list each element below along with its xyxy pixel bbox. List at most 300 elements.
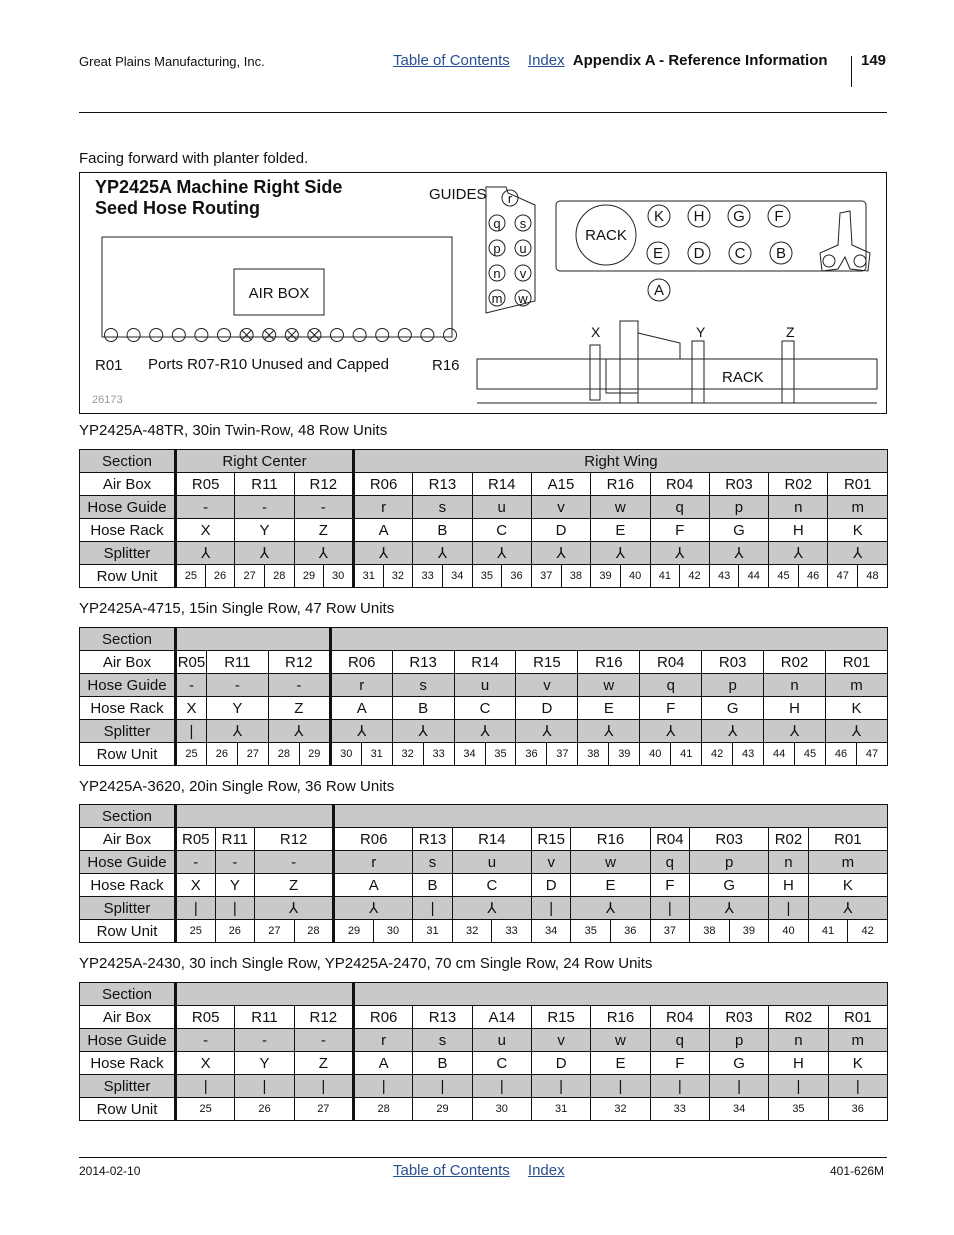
table-cell: 26 [205, 565, 235, 588]
xyz-labels [591, 324, 795, 340]
table-cell: R16 [591, 473, 650, 496]
guide-holes [489, 190, 531, 306]
table-cell: Z [294, 519, 353, 542]
table-cell: 37 [547, 743, 578, 766]
table-cell: G [709, 1052, 768, 1075]
section-cell [334, 805, 888, 828]
table-cell: R04 [650, 473, 709, 496]
table-cell: R04 [640, 651, 702, 674]
table-cell: ⅄ [591, 542, 650, 565]
table-cell: n [764, 674, 826, 697]
table-cell: Z [294, 1052, 353, 1075]
table-cell: 41 [671, 743, 702, 766]
table-cell: ⅄ [709, 542, 768, 565]
table-cell: F [640, 697, 702, 720]
routing-table [79, 627, 888, 766]
row-label: Splitter [80, 897, 176, 920]
table-cell: s [413, 496, 472, 519]
table-cell: G [709, 519, 768, 542]
table-cell: A [330, 697, 392, 720]
table-cell: K [826, 697, 888, 720]
table-cell: 30 [330, 743, 361, 766]
airbox-port [376, 329, 389, 342]
airbox-port [353, 329, 366, 342]
rack-letter: F [774, 208, 784, 225]
table-cell: 38 [561, 565, 591, 588]
table-cell: E [578, 697, 640, 720]
guide-letter: m [491, 291, 503, 306]
table-cell: m [828, 1029, 887, 1052]
table-cell: B [413, 519, 472, 542]
table-cell: K [828, 1052, 887, 1075]
table-cell: R12 [268, 651, 330, 674]
row-label: Row Unit [80, 565, 176, 588]
table-cell: R01 [826, 651, 888, 674]
table-cell: 33 [492, 920, 532, 943]
table-cell: ⅄ [454, 720, 516, 743]
table-cell: 31 [353, 565, 383, 588]
table-cell: | [531, 897, 571, 920]
table-cell: R16 [591, 1006, 650, 1029]
table-cell: | [294, 1075, 353, 1098]
table-cell: - [176, 851, 216, 874]
table-cell: 46 [826, 743, 857, 766]
section-cell [176, 628, 331, 651]
table-cell: 43 [709, 565, 739, 588]
table-cell: R15 [516, 651, 578, 674]
section-title: Appendix A - Reference Information [572, 52, 828, 69]
table-cell: 36 [611, 920, 651, 943]
table-cell: - [255, 851, 334, 874]
rack-letter: K [653, 208, 665, 225]
rack-letter: E [652, 245, 664, 262]
toc-link[interactable]: Table of Contents [393, 52, 510, 69]
table-cell: q [650, 851, 690, 874]
row-label: Hose Guide [80, 674, 176, 697]
table-cell: 48 [858, 565, 888, 588]
table-cell: s [413, 851, 453, 874]
table-row [80, 519, 888, 542]
table-row [80, 565, 888, 588]
table-cell: ⅄ [640, 720, 702, 743]
table-caption: YP2425A-2430, 30 inch Single Row, YP2425A-2470, 70 cm Single Row, 24 Row Units [79, 955, 653, 972]
table-cell: 47 [828, 565, 858, 588]
table-cell: - [294, 496, 353, 519]
table-cell: E [571, 874, 650, 897]
table-cell: | [413, 1075, 472, 1098]
table-cell: 29 [413, 1098, 472, 1121]
table-cell: R15 [531, 828, 571, 851]
table-cell: 44 [764, 743, 795, 766]
table-cell: R15 [531, 1006, 590, 1029]
rack-letter: A [653, 282, 665, 299]
table-cell: ⅄ [826, 720, 888, 743]
table-cell: 33 [650, 1098, 709, 1121]
table-cell: p [709, 1029, 768, 1052]
table-cell: K [828, 519, 888, 542]
rack-letter: H [693, 208, 705, 225]
table-cell: 28 [268, 743, 299, 766]
table-cell: H [769, 874, 809, 897]
table-row [80, 897, 888, 920]
airbox-port [105, 329, 118, 342]
table-cell: 32 [591, 1098, 650, 1121]
row-label: Air Box [80, 473, 176, 496]
guides-label: GUIDES [429, 186, 487, 203]
rack-letter: B [775, 245, 787, 262]
table-cell: R13 [413, 1006, 472, 1029]
table-cell: R02 [769, 473, 828, 496]
table-cell: 38 [578, 743, 609, 766]
rack-letters [647, 205, 792, 301]
table-cell: ⅄ [255, 897, 334, 920]
table-cell: F [650, 1052, 709, 1075]
guide-letter: p [493, 241, 501, 256]
table-cell: 32 [392, 743, 423, 766]
table-cell: 27 [237, 743, 268, 766]
table-cell: 28 [294, 920, 334, 943]
table-cell: r [353, 1029, 412, 1052]
table-cell: B [413, 1052, 472, 1075]
table-cell: - [206, 674, 268, 697]
table-cell: X [176, 697, 207, 720]
table-cell: R11 [235, 1006, 294, 1029]
table-cell: | [709, 1075, 768, 1098]
table-cell: Y [215, 874, 255, 897]
table-cell: s [413, 1029, 472, 1052]
table-row [80, 697, 888, 720]
table-cell: - [176, 674, 207, 697]
table-cell: H [769, 1052, 828, 1075]
row-label: Row Unit [80, 743, 176, 766]
row-label: Hose Rack [80, 874, 176, 897]
table-cell: B [392, 697, 454, 720]
table-cell: R11 [235, 473, 294, 496]
table-cell: | [413, 897, 453, 920]
table-cell: 42 [680, 565, 710, 588]
section-cell: Right Center [176, 450, 354, 473]
table-row [80, 720, 888, 743]
footer-date: 2014-02-10 [79, 1164, 141, 1178]
table-cell: u [472, 1029, 531, 1052]
table-cell: 25 [176, 920, 216, 943]
table-cell: ⅄ [764, 720, 826, 743]
table-cell: R06 [334, 828, 413, 851]
table-row [80, 828, 888, 851]
table-cell: n [769, 496, 828, 519]
table-cell: R02 [769, 1006, 828, 1029]
table-cell: q [640, 674, 702, 697]
table-cell: ⅄ [176, 542, 235, 565]
table-cell: u [452, 851, 531, 874]
rack-label: RACK [585, 227, 627, 244]
table-cell: H [769, 519, 828, 542]
table-cell: H [764, 697, 826, 720]
table-cell: R01 [808, 828, 887, 851]
table-cell: v [531, 1029, 590, 1052]
table-row [80, 1029, 888, 1052]
table-cell: R11 [215, 828, 255, 851]
table-cell: v [531, 496, 590, 519]
rack-letter: D [693, 245, 705, 262]
table-cell: 33 [413, 565, 443, 588]
r01-label: R01 [95, 357, 123, 374]
table-cell: 47 [856, 743, 887, 766]
table-cell: G [702, 697, 764, 720]
table-cell: 28 [353, 1098, 412, 1121]
intro-text: Facing forward with planter folded. [79, 150, 309, 167]
table-cell: n [769, 851, 809, 874]
table-cell: G [690, 874, 769, 897]
section-cell [330, 628, 887, 651]
table-cell: 30 [373, 920, 413, 943]
table-cell: 42 [702, 743, 733, 766]
table-cell: 41 [650, 565, 680, 588]
table-cell: r [330, 674, 392, 697]
table-cell: 31 [361, 743, 392, 766]
footer-rule [79, 1157, 887, 1158]
table-cell: 35 [769, 1098, 828, 1121]
table-cell: R03 [709, 1006, 768, 1029]
table-cell: v [516, 674, 578, 697]
table-cell: C [454, 697, 516, 720]
table-cell: 34 [709, 1098, 768, 1121]
routing-table [79, 982, 888, 1121]
table-cell: u [454, 674, 516, 697]
table-cell: 29 [294, 565, 324, 588]
table-cell: ⅄ [690, 897, 769, 920]
footer-index-link[interactable]: Index [527, 1162, 565, 1179]
table-cell: X [176, 874, 216, 897]
footer-toc-link[interactable]: Table of Contents [393, 1162, 510, 1179]
table-cell: R12 [255, 828, 334, 851]
table-row [80, 651, 888, 674]
table-cell: 25 [176, 743, 207, 766]
table-cell: R16 [578, 651, 640, 674]
table-cell: 40 [640, 743, 671, 766]
table-cell: | [769, 897, 809, 920]
table-cell: 41 [808, 920, 848, 943]
table-cell: 32 [452, 920, 492, 943]
table-cell: 39 [609, 743, 640, 766]
table-row [80, 473, 888, 496]
table-cell: | [828, 1075, 887, 1098]
table-cell: R05 [176, 651, 207, 674]
table-cell: | [235, 1075, 294, 1098]
table-cell: Z [255, 874, 334, 897]
hose-routing-figure [79, 172, 887, 414]
table-cell: 30 [324, 565, 354, 588]
table-cell: r [353, 496, 412, 519]
table-cell: | [769, 1075, 828, 1098]
table-cell: 39 [729, 920, 769, 943]
table-cell: 44 [739, 565, 769, 588]
table-cell: A [334, 874, 413, 897]
table-cell: R12 [294, 473, 353, 496]
table-row [80, 1075, 888, 1098]
table-cell: - [235, 1029, 294, 1052]
table-cell: - [268, 674, 330, 697]
table-cell: 27 [294, 1098, 353, 1121]
table-cell: m [828, 496, 888, 519]
table-cell: | [176, 1075, 235, 1098]
figure-number: 26173 [92, 394, 123, 406]
xyz-label: Z [786, 324, 795, 340]
table-cell: n [769, 1029, 828, 1052]
table-cell: p [702, 674, 764, 697]
row-label: Hose Guide [80, 496, 176, 519]
table-cell: Z [268, 697, 330, 720]
guide-letter: w [518, 291, 528, 306]
table-cell: p [709, 496, 768, 519]
table-cell: 29 [299, 743, 330, 766]
table-caption: YP2425A-3620, 20in Single Row, 36 Row Units [79, 778, 395, 795]
airbox-port [195, 329, 208, 342]
table-cell: R06 [330, 651, 392, 674]
table-cell: 26 [215, 920, 255, 943]
table-cell: 28 [264, 565, 294, 588]
figure-title: YP2425A Machine Right Side Seed Hose Routing [95, 177, 343, 218]
table-cell: E [591, 1052, 650, 1075]
table-cell: ⅄ [531, 542, 590, 565]
table-row [80, 1006, 888, 1029]
table-cell: A [353, 519, 412, 542]
ports-note: Ports R07-R10 Unused and Capped [148, 356, 389, 373]
table-cell: 31 [413, 920, 453, 943]
table-cell: D [516, 697, 578, 720]
table-cell: R03 [709, 473, 768, 496]
table-cell: R13 [413, 473, 472, 496]
table-cell: ⅄ [578, 720, 640, 743]
section-row [80, 805, 888, 828]
table-cell: | [650, 1075, 709, 1098]
airbox-port [421, 329, 434, 342]
table-cell: C [472, 1052, 531, 1075]
table-cell: R02 [764, 651, 826, 674]
table-cell: 40 [620, 565, 650, 588]
row-label: Splitter [80, 542, 176, 565]
table-row [80, 851, 888, 874]
table-row [80, 674, 888, 697]
company-name: Great Plains Manufacturing, Inc. [79, 54, 265, 69]
table-cell: 25 [176, 565, 206, 588]
row-label: Section [80, 628, 176, 651]
table-row [80, 874, 888, 897]
planter-frame [477, 321, 877, 403]
table-cell: 35 [571, 920, 611, 943]
table-cell: ⅄ [516, 720, 578, 743]
section-cell [176, 805, 334, 828]
row-label: Air Box [80, 1006, 176, 1029]
table-cell: v [531, 851, 571, 874]
row-label: Hose Rack [80, 1052, 176, 1075]
table-cell: 30 [472, 1098, 531, 1121]
guide-letter: q [493, 216, 501, 231]
routing-table [79, 449, 888, 588]
table-cell: R11 [206, 651, 268, 674]
table-cell: 34 [442, 565, 472, 588]
routing-table [79, 804, 888, 943]
table-cell: 31 [531, 1098, 590, 1121]
table-cell: R16 [571, 828, 650, 851]
row-label: Row Unit [80, 920, 176, 943]
table-cell: w [578, 674, 640, 697]
table-cell: D [531, 519, 590, 542]
airbox-port [172, 329, 185, 342]
section-cell: Right Wing [353, 450, 887, 473]
section-row [80, 450, 888, 473]
table-cell: | [353, 1075, 412, 1098]
airbox-ports [105, 329, 457, 342]
table-cell: - [235, 496, 294, 519]
table-cell: B [413, 874, 453, 897]
table-cell: C [452, 874, 531, 897]
airbox-label: AIR BOX [248, 285, 310, 302]
table-cell: ⅄ [353, 542, 412, 565]
table-cell: 42 [848, 920, 888, 943]
table-cell: R14 [452, 828, 531, 851]
table-cell: ⅄ [206, 720, 268, 743]
table-cell: 27 [255, 920, 295, 943]
guide-letter: u [519, 241, 527, 256]
table-cell: ⅄ [452, 897, 531, 920]
table-cell: - [215, 851, 255, 874]
guide-letter: r [507, 191, 513, 206]
header-rule [79, 112, 887, 113]
section-row [80, 628, 888, 651]
table-cell: ⅄ [650, 542, 709, 565]
table-cell: F [650, 519, 709, 542]
table-cell: 33 [423, 743, 454, 766]
table-cell: 39 [591, 565, 621, 588]
table-row [80, 1098, 888, 1121]
table-cell: D [531, 874, 571, 897]
table-cell: R05 [176, 828, 216, 851]
table-cell: 40 [769, 920, 809, 943]
table-caption: YP2425A-48TR, 30in Twin-Row, 48 Row Units [79, 422, 388, 439]
table-cell: ⅄ [571, 897, 650, 920]
table-cell: 46 [798, 565, 828, 588]
table-cell: R01 [828, 1006, 887, 1029]
row-label: Section [80, 983, 176, 1006]
table-cell: A15 [531, 473, 590, 496]
table-row [80, 542, 888, 565]
airbox-port [398, 329, 411, 342]
xyz-label: X [591, 324, 601, 340]
index-link[interactable]: Index [527, 52, 565, 69]
table-cell: 25 [176, 1098, 235, 1121]
splitter-outlet-icon [823, 255, 835, 267]
row-label: Hose Rack [80, 697, 176, 720]
table-cell: X [176, 1052, 235, 1075]
header-nav [393, 52, 828, 69]
table-cell: - [176, 496, 235, 519]
xyz-label: Y [696, 324, 706, 340]
guide-letter: v [519, 266, 527, 281]
table-cell: 36 [828, 1098, 887, 1121]
table-cell: w [571, 851, 650, 874]
table-cell: ⅄ [268, 720, 330, 743]
rack-letter: C [734, 245, 746, 262]
table-cell: ⅄ [413, 542, 472, 565]
table-cell: R02 [769, 828, 809, 851]
table-cell: ⅄ [828, 542, 888, 565]
table-row [80, 1052, 888, 1075]
page-number: 149 [861, 52, 887, 69]
table-cell: 35 [472, 565, 502, 588]
table-cell: q [650, 1029, 709, 1052]
table-cell: K [808, 874, 887, 897]
